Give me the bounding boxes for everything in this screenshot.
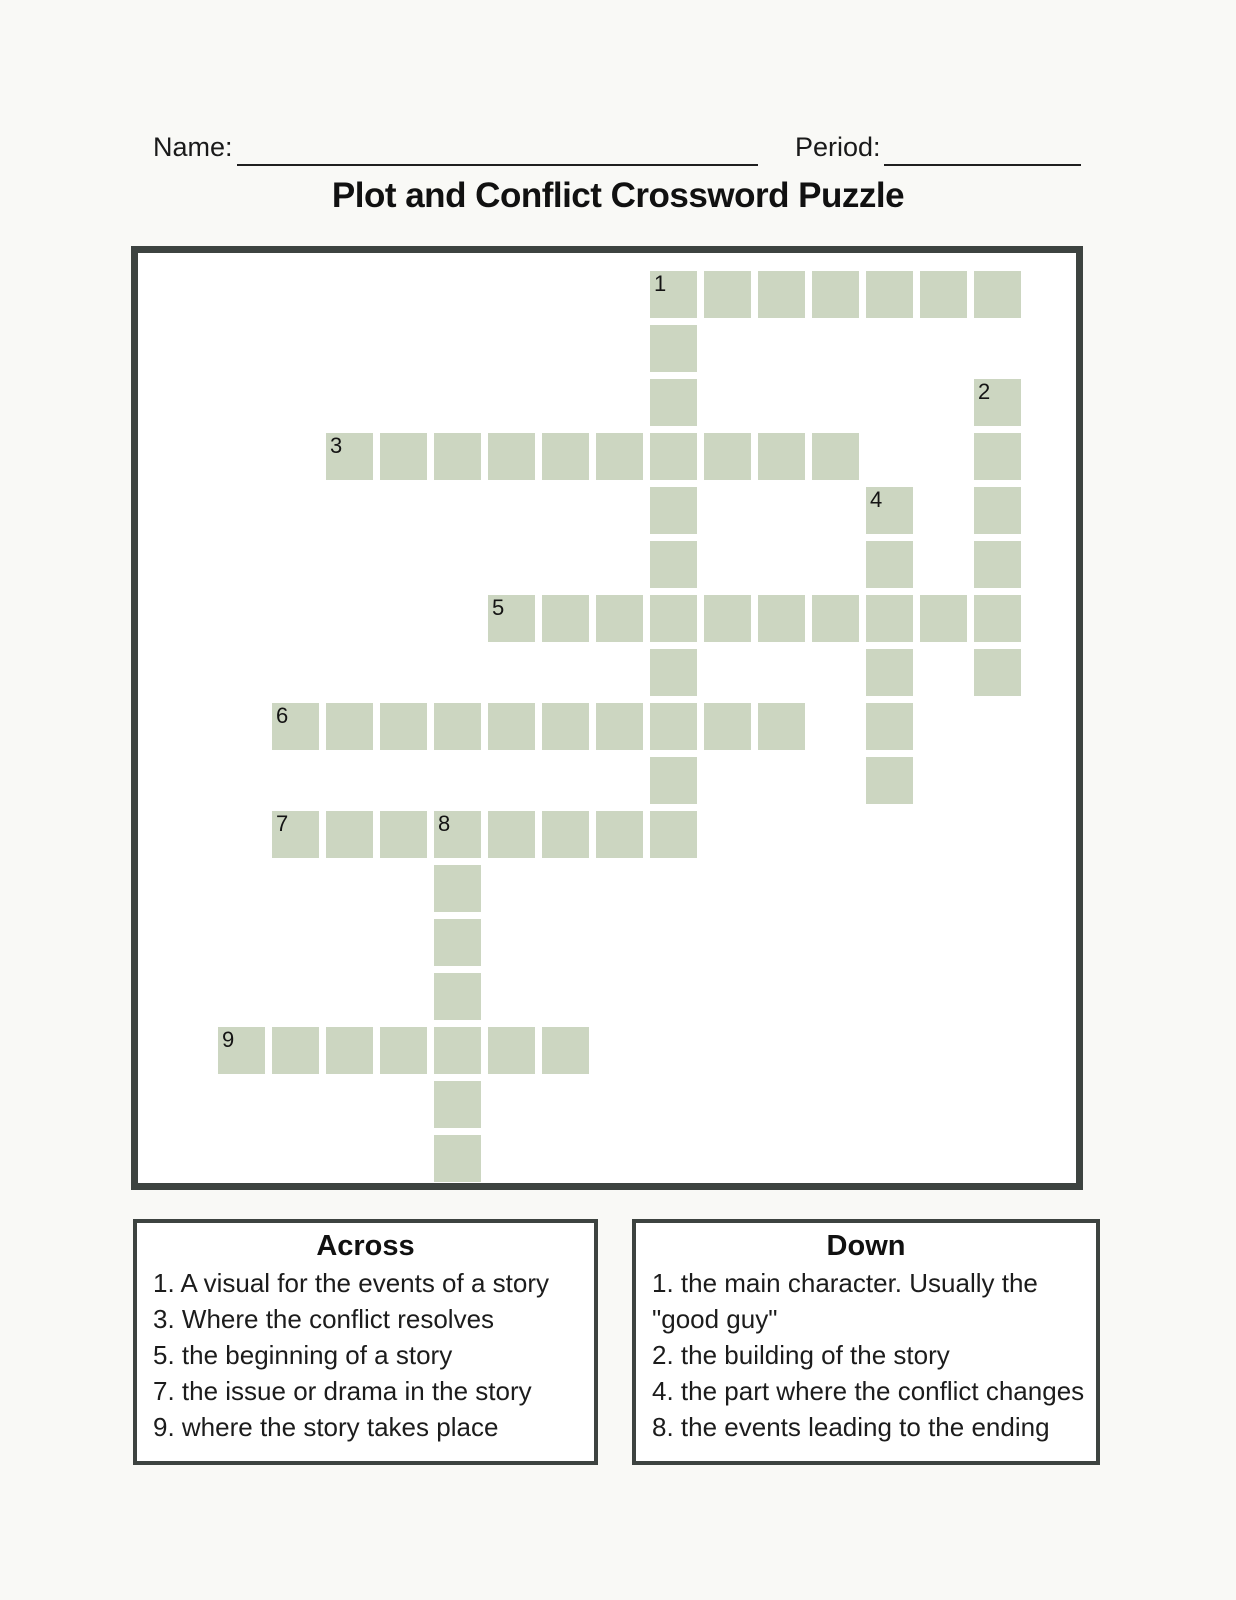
grid-cell — [488, 595, 535, 642]
clue-item: 2. the building of the story — [652, 1340, 950, 1370]
down-clues-box — [632, 1219, 1100, 1465]
clue-item: 8. the events leading to the ending — [652, 1412, 1050, 1442]
grid-cell — [542, 433, 589, 480]
grid-cell — [920, 595, 967, 642]
grid-cell — [866, 541, 913, 588]
cell-number: 7 — [276, 811, 289, 836]
grid-cell — [650, 811, 697, 858]
grid-cell — [758, 703, 805, 750]
cell-number: 1 — [654, 271, 667, 296]
grid-cell — [272, 1027, 319, 1074]
grid-cell — [650, 487, 697, 534]
grid-cell — [434, 973, 481, 1020]
grid-cell — [326, 703, 373, 750]
grid-cell — [380, 1027, 427, 1074]
down-clues-title: Down — [826, 1230, 906, 1262]
clue-item: 9. where the story takes place — [153, 1412, 499, 1442]
grid-cell — [704, 703, 751, 750]
name-label: Name: — [153, 132, 233, 162]
grid-cell — [488, 1027, 535, 1074]
grid-cell — [974, 487, 1021, 534]
grid-cell — [974, 433, 1021, 480]
grid-cell — [650, 541, 697, 588]
grid-cell — [704, 433, 751, 480]
clue-item: 3. Where the conflict resolves — [153, 1304, 495, 1334]
grid-cell — [650, 757, 697, 804]
grid-cell — [434, 433, 481, 480]
grid-cell — [272, 703, 319, 750]
grid-cell — [974, 379, 1021, 426]
across-clues-title: Across — [316, 1230, 415, 1262]
grid-cell — [704, 595, 751, 642]
grid-cell — [974, 271, 1021, 318]
grid-cell — [488, 703, 535, 750]
clue-item: 1. the main character. Usually the "good guy" — [652, 1268, 1038, 1334]
grid-cell — [866, 757, 913, 804]
period-label: Period: — [795, 132, 881, 162]
cell-number: 3 — [330, 433, 343, 458]
grid-cell — [650, 703, 697, 750]
down-clues-list — [636, 1265, 1096, 1445]
grid-cell — [326, 811, 373, 858]
grid-cell — [650, 649, 697, 696]
clue-item: 7. the issue or drama in the story — [153, 1376, 532, 1406]
clue-item: 5. the beginning of a story — [153, 1340, 453, 1370]
grid-cell — [488, 811, 535, 858]
grid-cell — [650, 433, 697, 480]
grid-cell — [596, 433, 643, 480]
cell-number: 2 — [978, 379, 991, 404]
grid-cell — [434, 703, 481, 750]
grid-cell — [488, 433, 535, 480]
page-title: Plot and Conflict Crossword Puzzle — [331, 176, 905, 215]
grid-cell — [542, 595, 589, 642]
grid-cell — [758, 595, 805, 642]
grid-cell — [758, 433, 805, 480]
grid-cell — [434, 1081, 481, 1128]
grid-cell — [596, 811, 643, 858]
grid-cell — [650, 379, 697, 426]
grid-cell — [434, 1135, 481, 1182]
grid-cell — [704, 271, 751, 318]
cell-number: 6 — [276, 703, 289, 728]
grid-cell — [596, 595, 643, 642]
grid-cell — [650, 271, 697, 318]
grid-cell — [650, 325, 697, 372]
grid-cell — [812, 433, 859, 480]
clue-item: 1. A visual for the events of a story — [153, 1268, 549, 1298]
grid-cell — [434, 865, 481, 912]
grid-cell — [542, 811, 589, 858]
grid-cell — [434, 811, 481, 858]
grid-cell — [920, 271, 967, 318]
grid-cell — [272, 811, 319, 858]
grid-cell — [596, 703, 643, 750]
grid-cell — [218, 1027, 265, 1074]
grid-cell — [326, 433, 373, 480]
grid-cell — [866, 595, 913, 642]
grid-cell — [380, 811, 427, 858]
grid-cell — [812, 271, 859, 318]
grid-cell — [542, 703, 589, 750]
cell-number: 9 — [222, 1027, 235, 1052]
clue-item: 4. the part where the conflict changes — [652, 1376, 1085, 1406]
crossword-grid — [131, 246, 1083, 1190]
grid-cell — [974, 595, 1021, 642]
grid-cell — [542, 1027, 589, 1074]
grid-cell — [758, 271, 805, 318]
grid-cell — [380, 703, 427, 750]
period-blank-line — [884, 164, 1081, 166]
grid-cell — [812, 595, 859, 642]
grid-cell — [866, 271, 913, 318]
across-clues-box — [133, 1219, 598, 1465]
grid-cell — [866, 487, 913, 534]
grid-cell — [974, 541, 1021, 588]
name-blank-line — [237, 164, 758, 166]
grid-cell — [866, 649, 913, 696]
grid-cell — [380, 433, 427, 480]
grid-cell — [434, 1027, 481, 1074]
grid-cell — [866, 703, 913, 750]
grid-cell — [326, 1027, 373, 1074]
grid-cell — [650, 595, 697, 642]
cell-number: 5 — [492, 595, 505, 620]
grid-cell — [434, 919, 481, 966]
grid-cell — [974, 649, 1021, 696]
across-clues-list — [137, 1265, 594, 1445]
cell-number: 4 — [870, 487, 883, 512]
cell-number: 8 — [438, 811, 451, 836]
